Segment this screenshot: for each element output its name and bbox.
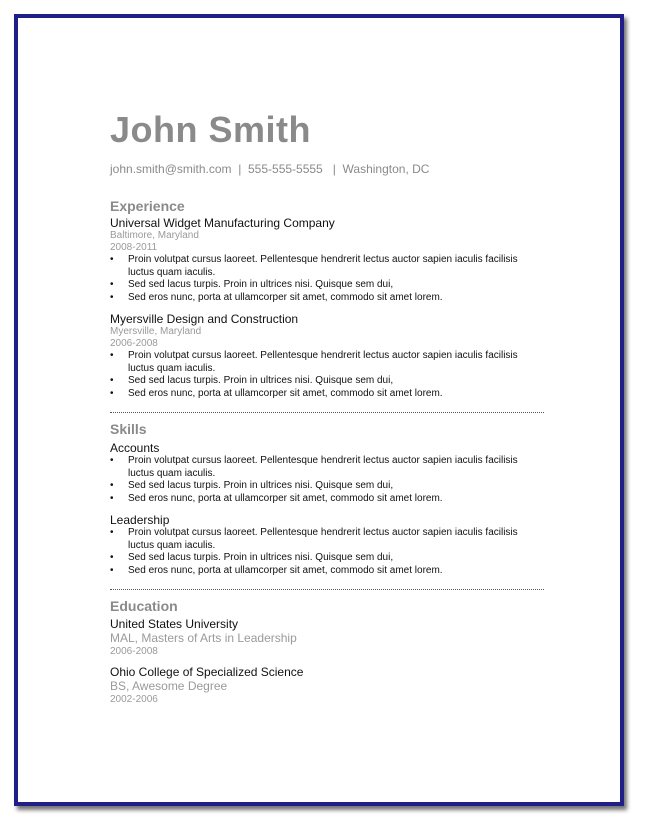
job-company: Myersville Design and Construction — [110, 312, 299, 326]
school-degree: BS, Awesome Degree — [110, 679, 228, 693]
bullet-item: • Sed eros nunc, porta at ullamcorper sit amet, commodo sit amet lorem. — [110, 388, 544, 401]
section-divider — [110, 589, 544, 590]
skill-group-name: Accounts — [110, 441, 160, 455]
bullet-item: • Proin volutpat cursus laoreet. Pellentesque hendrerit lectus auctor sapien iaculis facilisis luctus quam iaculis. — [110, 527, 544, 552]
section-divider — [110, 412, 544, 413]
job-entry — [110, 216, 544, 304]
skill-group-name: Leadership — [110, 513, 170, 527]
bullet-item: • Sed eros nunc, porta at ullamcorper sit amet, commodo sit amet lorem. — [110, 493, 544, 506]
bullet-item: • Sed eros nunc, porta at ullamcorper sit amet, commodo sit amet lorem. — [110, 565, 544, 578]
skill-bullets — [110, 455, 544, 505]
bullet-item: • Proin volutpat cursus laoreet. Pellentesque hendrerit lectus auctor sapien iaculis facilisis luctus quam iaculis. — [110, 350, 544, 375]
skill-bullets — [110, 527, 544, 577]
education-heading: Education — [110, 598, 178, 614]
resume-page — [14, 14, 624, 806]
experience-heading: Experience — [110, 198, 185, 214]
job-dates: 2006-2008 — [110, 338, 158, 349]
job-location: Baltimore, Maryland — [110, 230, 199, 241]
bullet-item: • Sed sed lacus turpis. Proin in ultrices nisi. Quisque sem dui, — [110, 279, 544, 292]
skills-heading: Skills — [110, 421, 147, 437]
education-section — [110, 598, 544, 706]
job-bullets — [110, 350, 544, 400]
skill-group — [110, 513, 544, 577]
school-entry — [110, 617, 544, 658]
school-dates: 2006-2008 — [110, 646, 158, 657]
contact-line: john.smith@smith.com | 555-555-5555 | Washington, DC — [110, 162, 430, 176]
bullet-item: • Sed sed lacus turpis. Proin in ultrices nisi. Quisque sem dui, — [110, 552, 544, 565]
bullet-item: • Proin volutpat cursus laoreet. Pellentesque hendrerit lectus auctor sapien iaculis facilisis luctus quam iaculis. — [110, 254, 544, 279]
bullet-item: • Sed sed lacus turpis. Proin in ultrices nisi. Quisque sem dui, — [110, 375, 544, 388]
job-dates: 2008-2011 — [110, 242, 158, 253]
skill-group — [110, 441, 544, 505]
school-name: United States University — [110, 617, 239, 631]
resume-content — [110, 110, 544, 706]
school-dates: 2002-2006 — [110, 694, 158, 705]
bullet-item: • Sed sed lacus turpis. Proin in ultrices nisi. Quisque sem dui, — [110, 480, 544, 493]
school-entry — [110, 665, 544, 706]
school-degree: MAL, Masters of Arts in Leadership — [110, 631, 297, 645]
candidate-name: John Smith — [110, 109, 311, 150]
experience-section — [110, 198, 544, 400]
school-name: Ohio College of Specialized Science — [110, 665, 304, 679]
job-entry — [110, 312, 544, 400]
skills-section — [110, 421, 544, 577]
job-bullets — [110, 254, 544, 304]
job-location: Myersville, Maryland — [110, 326, 202, 337]
bullet-item: • Sed eros nunc, porta at ullamcorper sit amet, commodo sit amet lorem. — [110, 292, 544, 305]
job-company: Universal Widget Manufacturing Company — [110, 216, 335, 230]
bullet-item: • Proin volutpat cursus laoreet. Pellentesque hendrerit lectus auctor sapien iaculis facilisis luctus quam iaculis. — [110, 455, 544, 480]
